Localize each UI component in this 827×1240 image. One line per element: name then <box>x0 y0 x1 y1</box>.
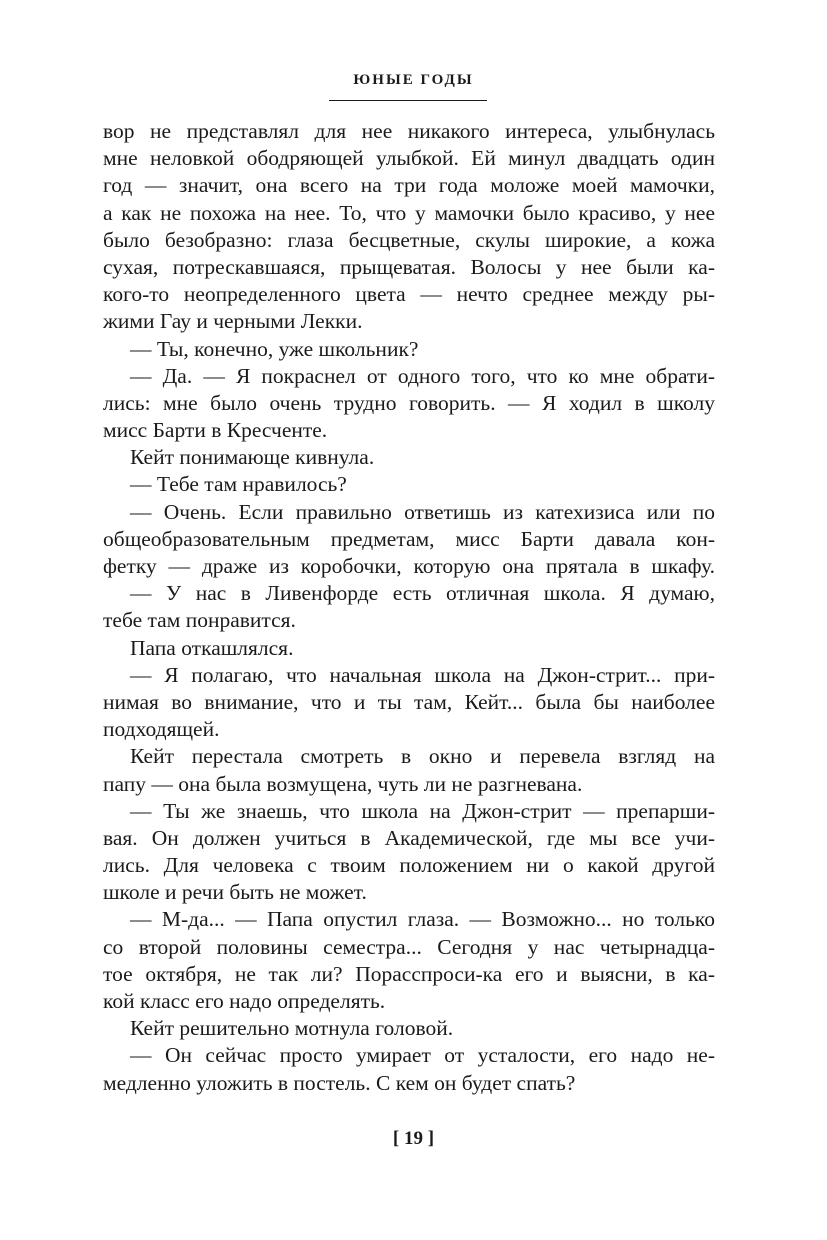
dialogue-line: — У нас в Ливенфорде есть отличная школа. Я думаю, <box>130 581 715 606</box>
text-line: год — значит, она всего на три года моложе моей мамочки, <box>103 173 715 198</box>
dialogue-line: — Тебе там нравилось? <box>130 472 347 497</box>
page-number: [ 19 ] <box>392 1128 435 1149</box>
text-line: со второй половины семестра... Сегодня у нас четырнадца- <box>103 934 715 959</box>
text-line: фетку — драже из коробочки, которую она прятала в шкафу. <box>103 554 715 578</box>
text-line: школе и речи быть не может. <box>103 880 367 905</box>
text-line: вор не представлял для нее никакого интереса, улыбнулась <box>103 119 715 143</box>
paragraph-line: Кейт понимающе кивнула. <box>130 445 375 470</box>
dialogue-line: — Очень. Если правильно ответишь из катехизиса или по <box>130 499 715 524</box>
running-head: ЮНЫЕ ГОДЫ <box>353 72 474 88</box>
text-line: тебе там понравится. <box>103 608 296 633</box>
paragraph-line: Папа откашлялся. <box>130 635 294 660</box>
text-line: было безобразно: глаза бесцветные, скулы широкие, а кожа <box>103 227 715 252</box>
text-line: а как не похожа на нее. То, что у мамочки было красиво, у нее <box>103 200 715 225</box>
text-line: подходящей. <box>103 717 220 742</box>
dialogue-line: — М-да... — Папа опустил глаза. — Возможно... но только <box>130 907 715 932</box>
dialogue-line: — Он сейчас просто умирает от усталости, его надо не- <box>130 1043 715 1068</box>
text-line: лись. Для человека с твоим положением ни о какой другой <box>103 853 715 878</box>
paragraph-line: Кейт решительно мотнула головой. <box>130 1016 454 1041</box>
text-line: общеобразовательным предметам, мисс Барти давала кон- <box>103 526 715 551</box>
text-line: лись: мне было очень трудно говорить. — Я ходил в школу <box>103 390 715 415</box>
paragraph-line: Кейт перестала смотреть в окно и перевела взгляд на <box>130 744 715 769</box>
dialogue-line: — Я полагаю, что начальная школа на Джон-стрит... при- <box>130 662 715 687</box>
text-line: медленно уложить в постель. С кем он будет спать? <box>103 1070 576 1095</box>
text-line: мисс Барти в Кресченте. <box>103 418 328 443</box>
text-line: сухая, потрескавшаяся, прыщеватая. Волосы у нее были ка- <box>103 254 715 279</box>
dialogue-line: — Ты, конечно, уже школьник? <box>130 336 419 361</box>
text-line: вая. Он должен учиться в Академической, где мы все учи- <box>103 825 715 850</box>
dialogue-line: — Да. — Я покраснел от одного того, что ко мне обрати- <box>130 363 715 388</box>
text-line: мне неловкой ободряющей улыбкой. Ей минул двадцать один <box>103 146 715 171</box>
text-line: жими Гау и черными Лекки. <box>103 309 363 334</box>
text-line: папу — она была возмущена, чуть ли не разгневана. <box>103 771 583 796</box>
text-line: кого-то неопределенного цвета — нечто среднее между ры- <box>103 282 715 307</box>
dialogue-line: — Ты же знаешь, что школа на Джон-стрит — препарши- <box>130 798 715 823</box>
running-head-rule <box>329 100 487 101</box>
body-text <box>103 118 715 1097</box>
text-line: нимая во внимание, что и ты там, Кейт... была бы наиболее <box>103 689 715 714</box>
text-line: кой класс его надо определять. <box>103 989 386 1013</box>
text-line: тое октября, не так ли? Порасспроси-ка его и выясни, в ка- <box>103 961 715 986</box>
